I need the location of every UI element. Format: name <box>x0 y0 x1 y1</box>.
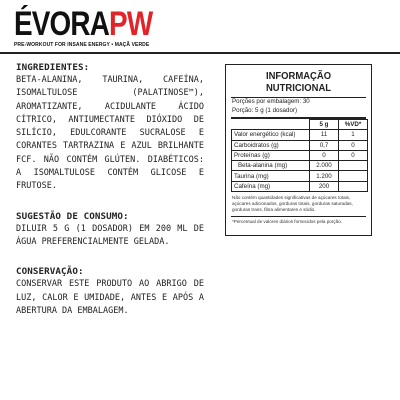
row-vd: 1 <box>339 130 368 140</box>
row-vd <box>339 181 368 191</box>
row-vd: 0 <box>339 140 368 150</box>
row-label: Beta-alanina (mg) <box>232 161 310 171</box>
nutrition-note: Não contém quantidades significativas de açúcares totais, açúcares adicionados, gorduras totais, gorduras saturadas, gorduras trans, fibra alimentares e sódio. <box>232 195 353 213</box>
table-row <box>232 140 368 150</box>
brand-tagline: PRE-WORKOUT FOR INSANE ENERGY • MAÇÃ VERDE <box>14 42 150 48</box>
nutrition-header-row <box>232 120 368 130</box>
storage-text: CONSERVAR ESTE PRODUTO AO ABRIGO DE LUZ, CALOR E UMIDADE, ANTES E APÓS A ABERTURA DA EMBALAGEM. <box>16 279 204 316</box>
nutrition-footnote: *Percentual de valores diários fornecidos pela porção. <box>232 219 343 225</box>
table-row <box>232 171 368 181</box>
logo-text-main: ÉVORA <box>14 5 110 43</box>
header-amount: 5 g <box>310 120 339 130</box>
row-amount: 2.000 <box>310 161 339 171</box>
portion-size: Porção: 5 g (1 dosador) <box>232 106 298 114</box>
row-label: Proteínas (g) <box>232 150 310 160</box>
header-divider <box>0 52 400 54</box>
usage-text: DILUIR 5 G (1 DOSADOR) EM 200 ML DE ÁGUA PREFERENCIALMENTE GELADA. <box>16 223 204 247</box>
brand-logo <box>14 6 152 42</box>
row-label: Cafeína (mg) <box>232 181 310 191</box>
row-vd <box>339 161 368 171</box>
nutrition-title: INFORMAÇÃO NUTRICIONAL <box>265 70 332 94</box>
nutrition-table <box>231 119 368 192</box>
storage-title: CONSERVAÇÃO: <box>16 266 84 278</box>
row-vd: 0 <box>339 150 368 160</box>
table-row <box>232 130 368 140</box>
servings-per-package: Porções por embalagem: 30 <box>232 98 310 105</box>
label-text-column <box>16 61 204 318</box>
table-row <box>232 181 368 191</box>
table-row <box>232 150 368 160</box>
table-row <box>232 161 368 171</box>
row-amount: 1.200 <box>310 171 339 181</box>
row-label: Carboidratos (g) <box>232 140 310 150</box>
usage-title: SUGESTÃO DE CONSUMO: <box>16 210 129 222</box>
row-amount: 200 <box>310 181 339 191</box>
header-vd: %VD* <box>339 120 368 130</box>
nutrition-facts-panel <box>225 64 372 236</box>
row-amount: 0 <box>310 150 339 160</box>
logo-text-accent: PW <box>109 5 153 43</box>
brand-header <box>14 6 183 48</box>
header-blank-cell <box>232 120 310 130</box>
ingredients-text: BETA-ALANINA, TAURINA, CAFEÍNA, ISOMALTULOSE (PALATINOSE™), AROMATIZANTE, ACIDULANTE ÁCIDO CÍTRICO, ANTIUMECTANTE DIÓXIDO DE SILÍCIO, EDULCORANTE SUCRALOSE E CORANTES TARTRAZINA E AZUL BRILHANTE FCF. NÃO CONTÉM GLÚTEN. DIABÉTICOS: A ISOMALTULOSE CONTÉM GLICOSE E FRUTOSE. <box>16 75 204 192</box>
ingredients-title: INGREDIENTES: <box>16 62 90 73</box>
row-label: Taurina (mg) <box>232 171 310 181</box>
row-amount: 0,7 <box>310 140 339 150</box>
row-label: Valor energético (kcal) <box>232 130 310 140</box>
row-amount: 11 <box>310 130 339 140</box>
row-vd <box>339 171 368 181</box>
